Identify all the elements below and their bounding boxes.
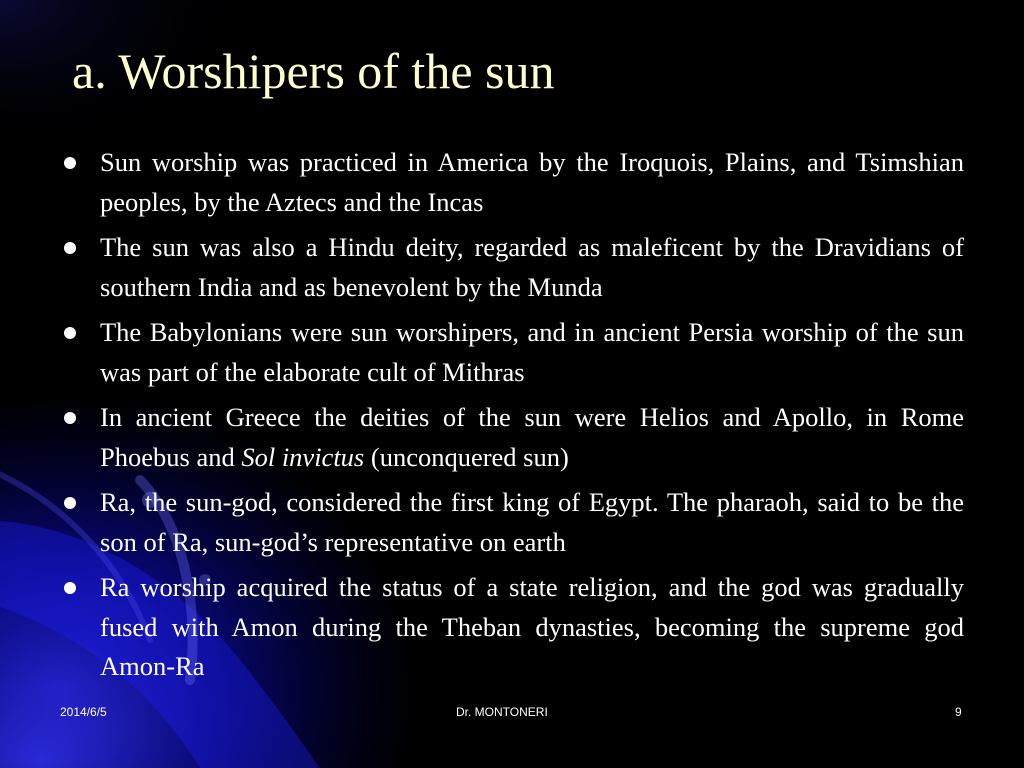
bullet-dot-icon [64, 157, 76, 169]
bullet-text-before: In ancient Greece the deities of the sun were Helios and Apollo, in Rome Phoebus and [100, 402, 964, 472]
bullet-dot-icon [64, 242, 76, 254]
bullet-text-after: (unconquered sun) [364, 441, 569, 472]
footer-author: Dr. MONTONERI [456, 705, 548, 719]
bullet-item [62, 313, 964, 392]
slide-title: a. Worshipers of the sun [72, 43, 555, 99]
bullet-text: Ra, the sun-god, considered the first king of Egypt. The pharaoh, said to be the son of Ra, sun-god’s representative on earth [100, 487, 964, 557]
bullet-item [62, 398, 964, 477]
bullet-item [62, 483, 964, 562]
bullet-text: The Babylonians were sun worshipers, and in ancient Persia worship of the sun was part of the elaborate cult of Mithras [100, 317, 964, 387]
bullet-text: Ra worship acquired the status of a state religion, and the god was gradually fused with Amon during the Theban dynasties, becoming the supreme god Amon-Ra [100, 572, 964, 681]
bullet-dot-icon [64, 497, 76, 509]
bullet-dot-icon [64, 327, 76, 339]
footer-page-number: 9 [955, 705, 962, 719]
bullet-text: Sun worship was practiced in America by the Iroquois, Plains, and Tsimshian peoples, by the Aztecs and the Incas [100, 147, 964, 217]
footer-date: 2014/6/5 [60, 705, 107, 719]
bullet-item [62, 143, 964, 222]
bullet-text: The sun was also a Hindu deity, regarded as maleficent by the Dravidians of southern India and as benevolent by the Munda [100, 232, 964, 302]
bullet-list [62, 143, 964, 693]
bullet-dot-icon [64, 412, 76, 424]
bullet-dot-icon [64, 582, 76, 594]
bullet-item [62, 568, 964, 687]
bullet-item [62, 228, 964, 307]
bullet-text-italic: Sol invictus [241, 441, 365, 472]
